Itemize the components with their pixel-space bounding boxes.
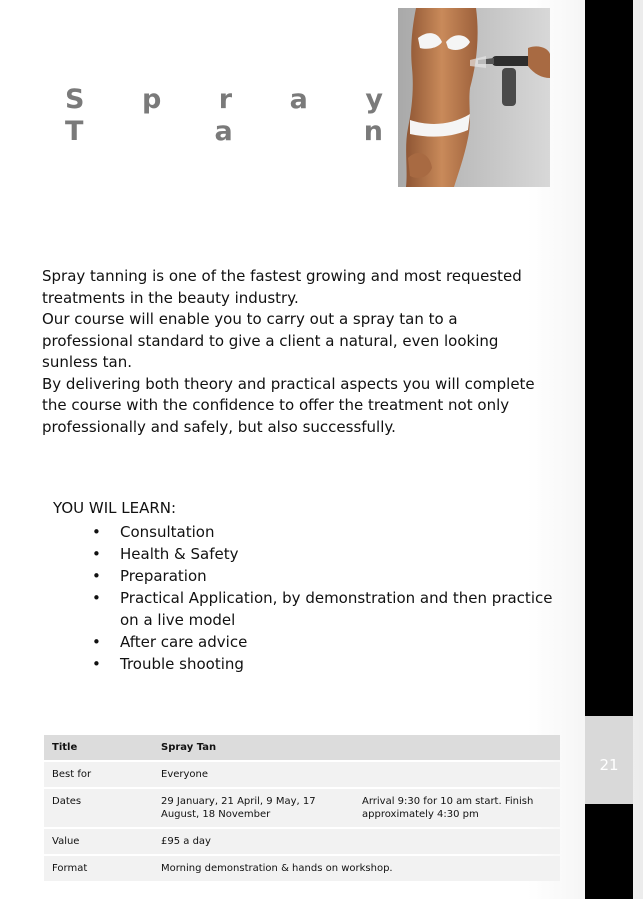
spray-tan-photo bbox=[398, 8, 550, 187]
title-letter: n bbox=[363, 116, 383, 147]
table-label: Value bbox=[44, 829, 153, 854]
title-letter: a bbox=[214, 116, 233, 147]
table-value: Spray Tan bbox=[153, 735, 560, 760]
intro-text bbox=[42, 266, 542, 438]
intro-paragraph: By delivering both theory and practical aspects you will complete the course with the confidence to offer the treatment not only professionally and safely, but also successfully. bbox=[42, 374, 535, 436]
list-item: • Trouble shooting bbox=[92, 653, 562, 675]
list-item: • Preparation bbox=[92, 565, 562, 587]
page-number: 21 bbox=[599, 756, 619, 774]
table-value: Morning demonstration & hands on workshop. bbox=[153, 856, 560, 881]
table-value: £95 a day bbox=[153, 829, 560, 854]
title-letter: r bbox=[218, 84, 233, 115]
list-item: • Consultation bbox=[92, 521, 562, 543]
title-letter: S bbox=[65, 84, 85, 115]
title-letter: a bbox=[289, 84, 308, 115]
table-row bbox=[44, 856, 560, 881]
learn-heading: YOU WIL LEARN: bbox=[53, 499, 177, 517]
table-value: 29 January, 21 April, 9 May, 17 August, 18 November bbox=[153, 789, 354, 827]
sidebar-bottom-bar bbox=[585, 804, 633, 899]
table-label: Title bbox=[44, 735, 153, 760]
sidebar-top-bar bbox=[585, 0, 633, 716]
table-label: Dates bbox=[44, 789, 153, 827]
list-item: • Practical Application, by demonstration and then practice on a live model bbox=[92, 587, 562, 631]
page-title-line-1 bbox=[65, 86, 383, 113]
page-title-line-2 bbox=[65, 118, 383, 145]
intro-paragraph: Spray tanning is one of the fastest growing and most requested treatments in the beauty industry. bbox=[42, 267, 522, 307]
table-row bbox=[44, 789, 560, 827]
list-item: • Health & Safety bbox=[92, 543, 562, 565]
table-label: Best for bbox=[44, 762, 153, 787]
table-extra: Arrival 9:30 for 10 am start. Finish approximately 4:30 pm bbox=[354, 789, 560, 827]
learn-list bbox=[92, 521, 562, 675]
title-letter: p bbox=[141, 84, 162, 115]
table-row bbox=[44, 762, 560, 787]
title-letter: y bbox=[365, 84, 383, 115]
intro-paragraph: Our course will enable you to carry out a spray tan to a professional standard to give a client a natural, even looking sunless tan. bbox=[42, 310, 499, 371]
table-row bbox=[44, 735, 560, 760]
table-row bbox=[44, 829, 560, 854]
table-label: Format bbox=[44, 856, 153, 881]
table-value: Everyone bbox=[153, 762, 560, 787]
list-item: • After care advice bbox=[92, 631, 562, 653]
course-info-table bbox=[44, 733, 560, 883]
title-letter: T bbox=[65, 116, 84, 147]
